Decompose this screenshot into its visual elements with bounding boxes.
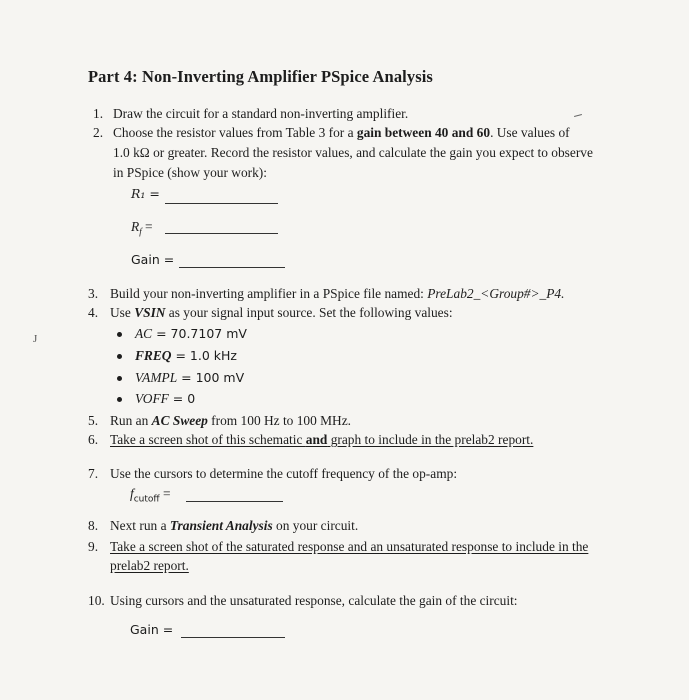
item-2-line-2: 1.0 kΩ or greater. Record the resistor values, and calculate the gain you expect to observe <box>113 145 593 160</box>
margin-mark: J <box>33 333 38 345</box>
item-7-number: 7. <box>88 466 99 481</box>
gain-label-2: Gain = <box>130 622 174 637</box>
bullet-vampl: VAMPL = 100 mV <box>135 370 245 385</box>
item-8-text: Next run a Transient Analysis on your circuit. <box>110 518 359 533</box>
pen-mark <box>574 114 582 117</box>
bullet-freq: FREQ = 1.0 kHz <box>135 348 237 363</box>
item-4-text: Use VSIN as your signal input source. Set the following values: <box>110 305 453 320</box>
item-6-number: 6. <box>88 432 99 447</box>
fcutoff-label: $f_{cutoff}$ = <box>130 486 171 505</box>
bullet-voff: VOFF = 0 <box>135 391 196 406</box>
item-1-text: Draw the circuit for a standard non-inverting amplifier. <box>113 106 409 121</box>
item-7-text: Use the cursors to determine the cutoff frequency of the op-amp: <box>110 466 458 481</box>
bullet-dot <box>117 354 122 359</box>
item-3-text: Build your non-inverting amplifier in a PSpice file named: PreLab2_<Group#>_P4. <box>110 286 565 301</box>
gain-label: Gain = <box>131 252 175 267</box>
item-10-number: 10. <box>88 593 105 608</box>
item-9-line-2: prelab2 report. <box>110 558 189 573</box>
item-2-line-1: Choose the resistor values from Table 3 for a gain between 40 and 60. Use values of <box>113 125 570 140</box>
item-10-text: Using cursors and the unsaturated response, calculate the gain of the circuit: <box>110 593 518 608</box>
item-2-line-3: in PSpice (show your work): <box>113 165 267 180</box>
rf-answer-blank[interactable] <box>165 223 278 234</box>
section-title: Part 4: Non-Inverting Amplifier PSpice Analysis <box>88 67 433 86</box>
item-9-number: 9. <box>88 539 99 554</box>
fcutoff-answer-blank[interactable] <box>186 491 283 502</box>
r1-label: R₁ = <box>131 186 160 201</box>
item-2-number: 2. <box>93 125 104 140</box>
gain-answer-blank[interactable] <box>179 257 285 268</box>
bullet-dot <box>117 332 122 337</box>
item-1-number: 1. <box>93 106 104 121</box>
item-9-line-1: Take a screen shot of the saturated response and an unsaturated response to include in the <box>110 539 589 554</box>
item-8-number: 8. <box>88 518 99 533</box>
item-4-number: 4. <box>88 305 99 320</box>
item-6-text: Take a screen shot of this schematic and graph to include in the prelab2 report. <box>110 432 534 447</box>
r1-answer-blank[interactable] <box>165 193 278 204</box>
bullet-ac: AC = 70.7107 mV <box>135 326 247 341</box>
item-3-number: 3. <box>88 286 99 301</box>
gain-answer-blank-2[interactable] <box>181 627 285 638</box>
item-5-text: Run an AC Sweep from 100 Hz to 100 MHz. <box>110 413 352 428</box>
bullet-dot <box>117 397 122 402</box>
bullet-dot <box>117 376 122 381</box>
item-5-number: 5. <box>88 413 99 428</box>
rf-label: $R_f$ = <box>131 219 153 237</box>
